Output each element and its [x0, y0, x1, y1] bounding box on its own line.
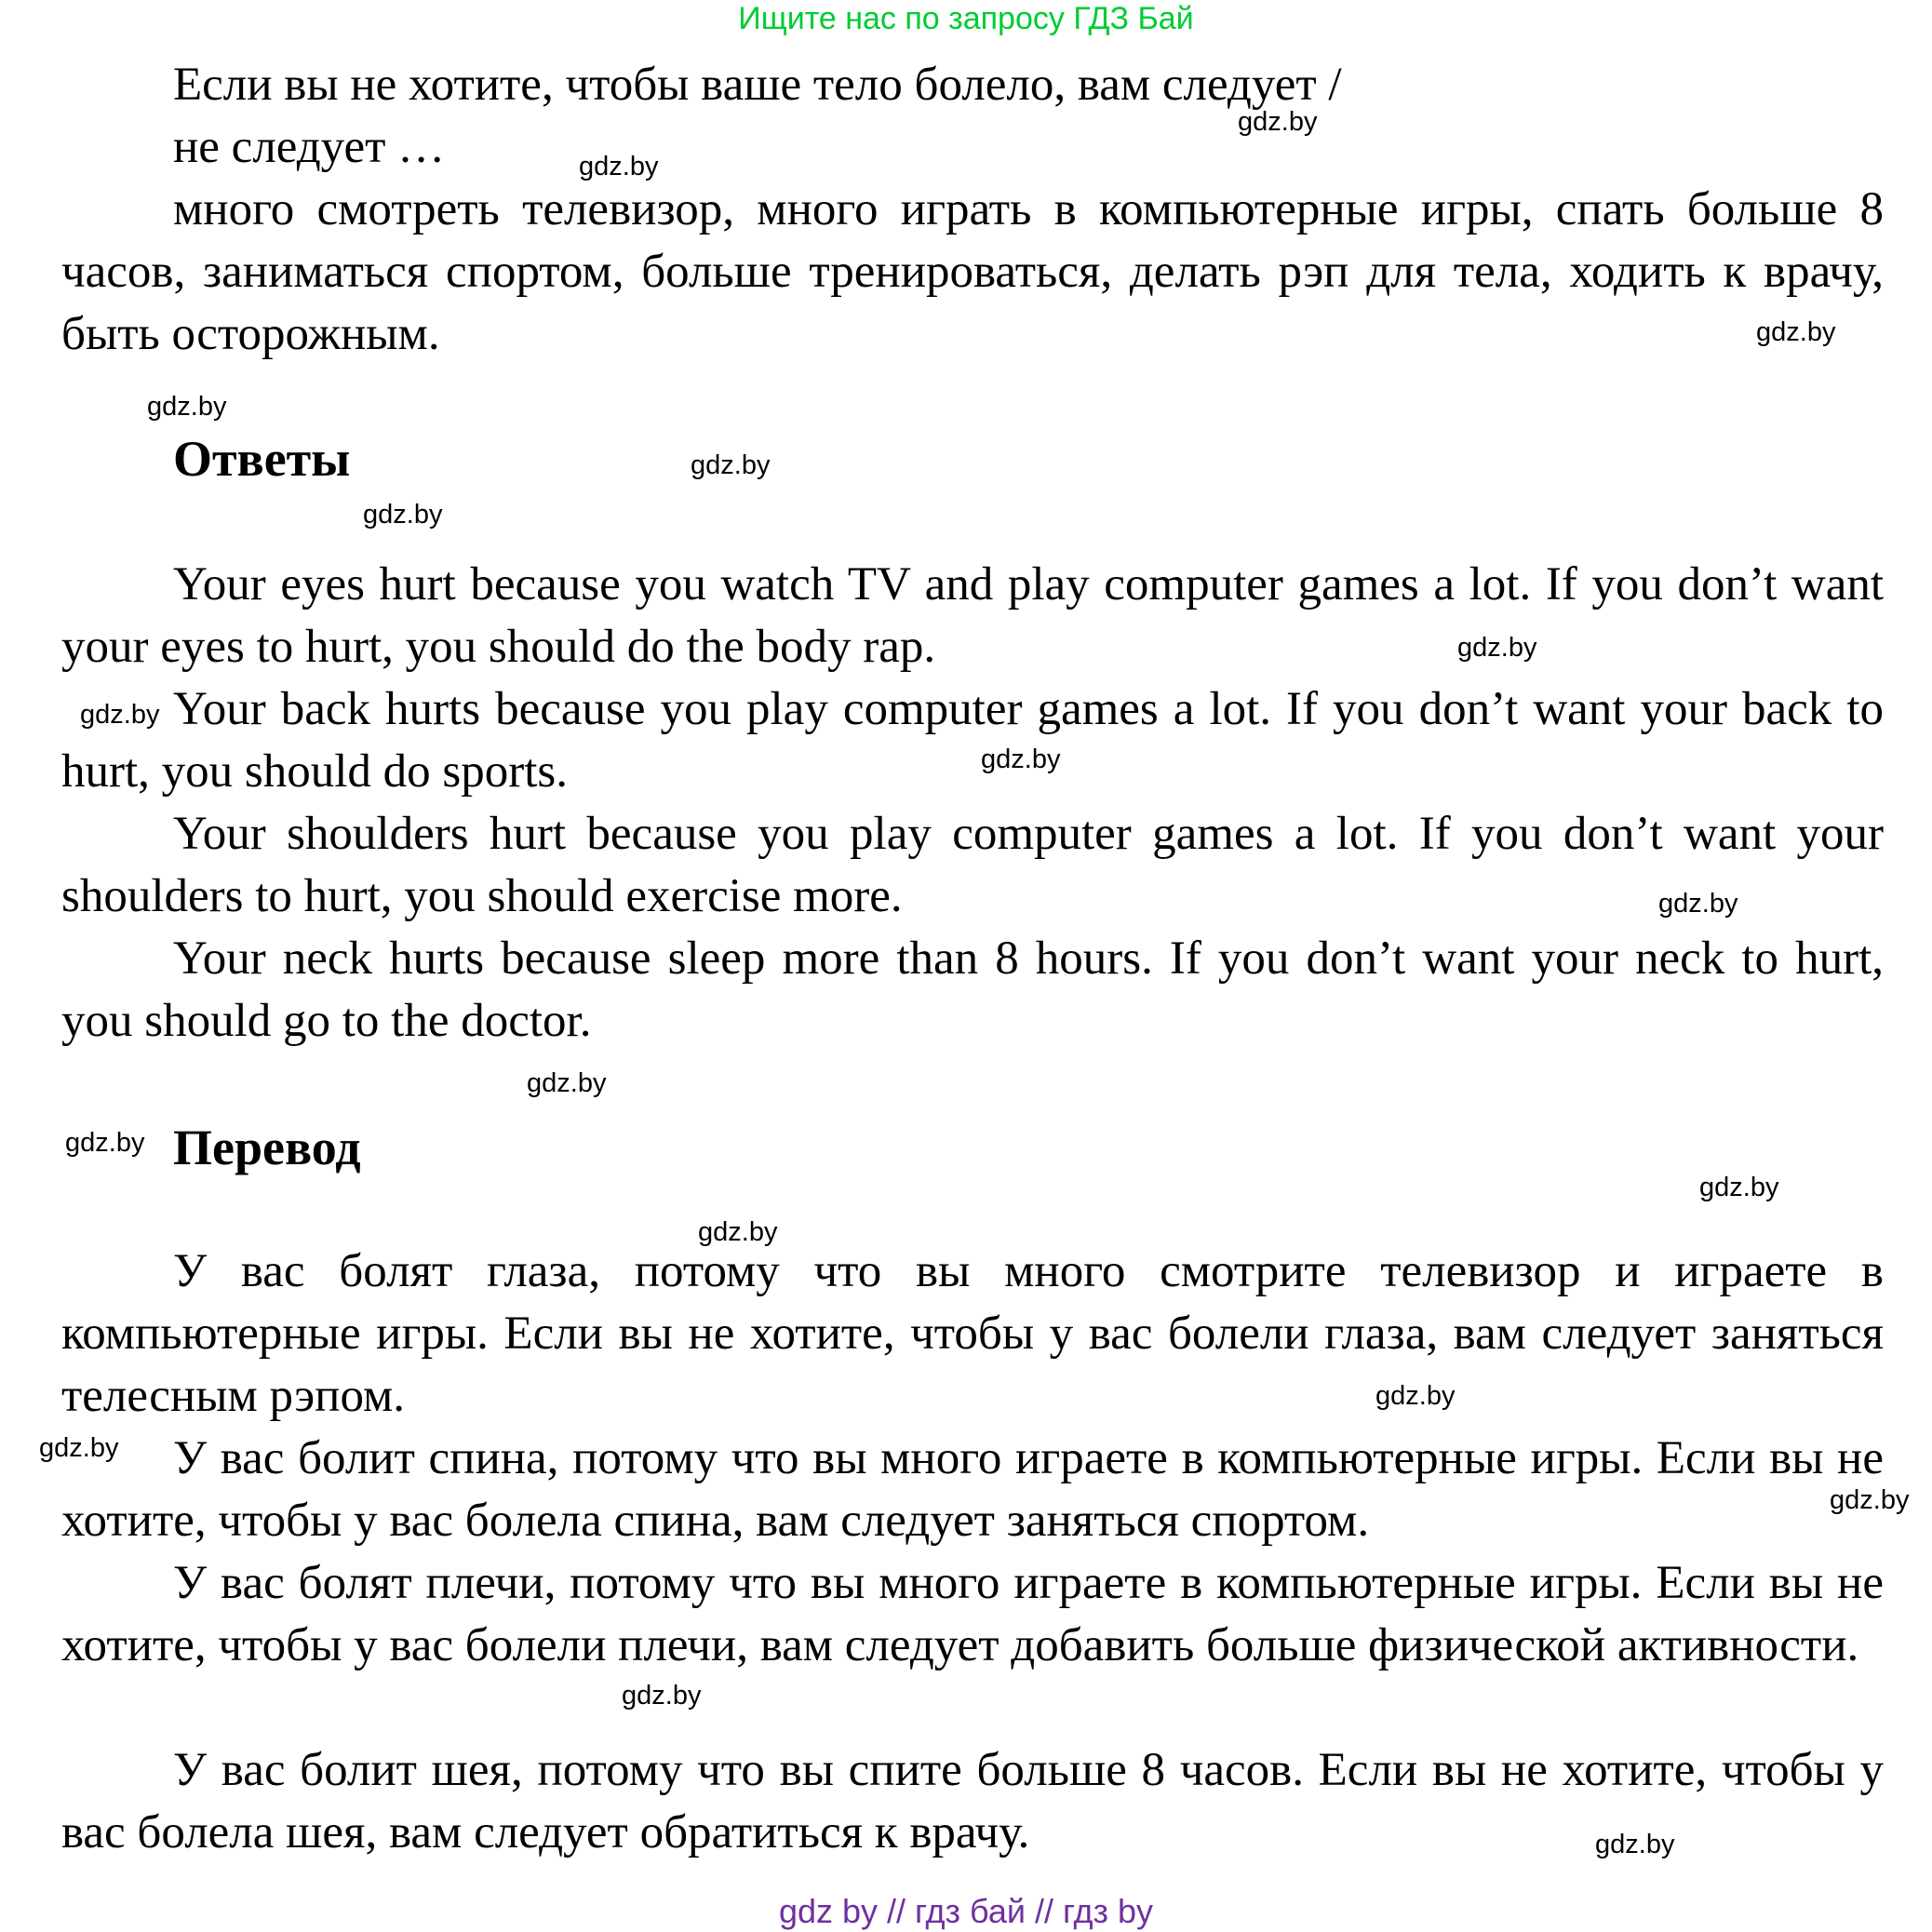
watermark: gdz.by [1658, 889, 1738, 919]
answer-neck: Your neck hurts because sleep more than 8 hours. If you don’t want your neck to hurt, you should go to the doctor. [61, 932, 1884, 1047]
answer-shoulders: Your shoulders hurt because you play computer games a lot. If you don’t want your shoulders to hurt, you should exercise more. [61, 808, 1884, 922]
watermark: gdz.by [65, 1128, 145, 1158]
site-banner: Ищите нас по запросу ГДЗ Бай [738, 1, 1194, 36]
watermark: gdz.by [1830, 1485, 1910, 1515]
watermark: gdz.by [1375, 1381, 1456, 1411]
watermark: gdz.by [80, 700, 160, 730]
watermark: gdz.by [698, 1217, 778, 1247]
watermark: gdz.by [147, 392, 227, 422]
answer-eyes: Your eyes hurt because you watch TV and play computer games a lot. If you don’t want your eyes to hurt, you should do the body rap. [61, 558, 1884, 673]
watermark: gdz.by [579, 152, 659, 181]
watermark: gdz.by [622, 1681, 702, 1711]
task-line-2: не следует … [173, 121, 446, 173]
site-footer: gdz by // гдз бай // гдз by [778, 1892, 1154, 1930]
watermark: gdz.by [527, 1068, 607, 1098]
translation-neck: У вас болит шея, потому что вы спите больше 8 часов. Если вы не хотите, чтобы у вас болела шея, вам следует обратиться к врачу. [61, 1744, 1884, 1858]
watermark: gdz.by [1457, 633, 1537, 663]
watermark: gdz.by [39, 1433, 119, 1463]
translation-heading: Перевод [173, 1120, 361, 1175]
translation-shoulders: У вас болят плечи, потому что вы много играете в компьютерные игры. Если вы не хотите, чтобы у вас болели плечи, вам следует добавить больше физической активности. [61, 1557, 1884, 1671]
watermark: gdz.by [1699, 1173, 1779, 1202]
watermark: gdz.by [1756, 317, 1836, 347]
task-options: много смотреть телевизор, много играть в компьютерные игры, спать больше 8 часов, заниматься спортом, больше тренироваться, делать рэп для тела, ходить к врачу, быть осторожным. [61, 183, 1884, 360]
task-line-1: Если вы не хотите, чтобы ваше тело болело, вам следует / [173, 59, 1342, 111]
watermark: gdz.by [691, 450, 771, 480]
watermark: gdz.by [981, 745, 1061, 774]
translation-eyes: У вас болят глаза, потому что вы много смотрите телевизор и играете в компьютерные игры. Если вы не хотите, чтобы у вас болели глаза, вам следует заняться телесным рэпом. [61, 1245, 1884, 1422]
answer-back: Your back hurts because you play computer games a lot. If you don’t want your back to hurt, you should do sports. [61, 683, 1884, 798]
watermark: gdz.by [1595, 1830, 1675, 1859]
watermark: gdz.by [1238, 107, 1318, 137]
watermark: gdz.by [363, 500, 443, 530]
translation-back: У вас болит спина, потому что вы много играете в компьютерные игры. Если вы не хотите, чтобы у вас болела спина, вам следует заняться спортом. [61, 1432, 1884, 1547]
answers-heading: Ответы [173, 431, 351, 487]
